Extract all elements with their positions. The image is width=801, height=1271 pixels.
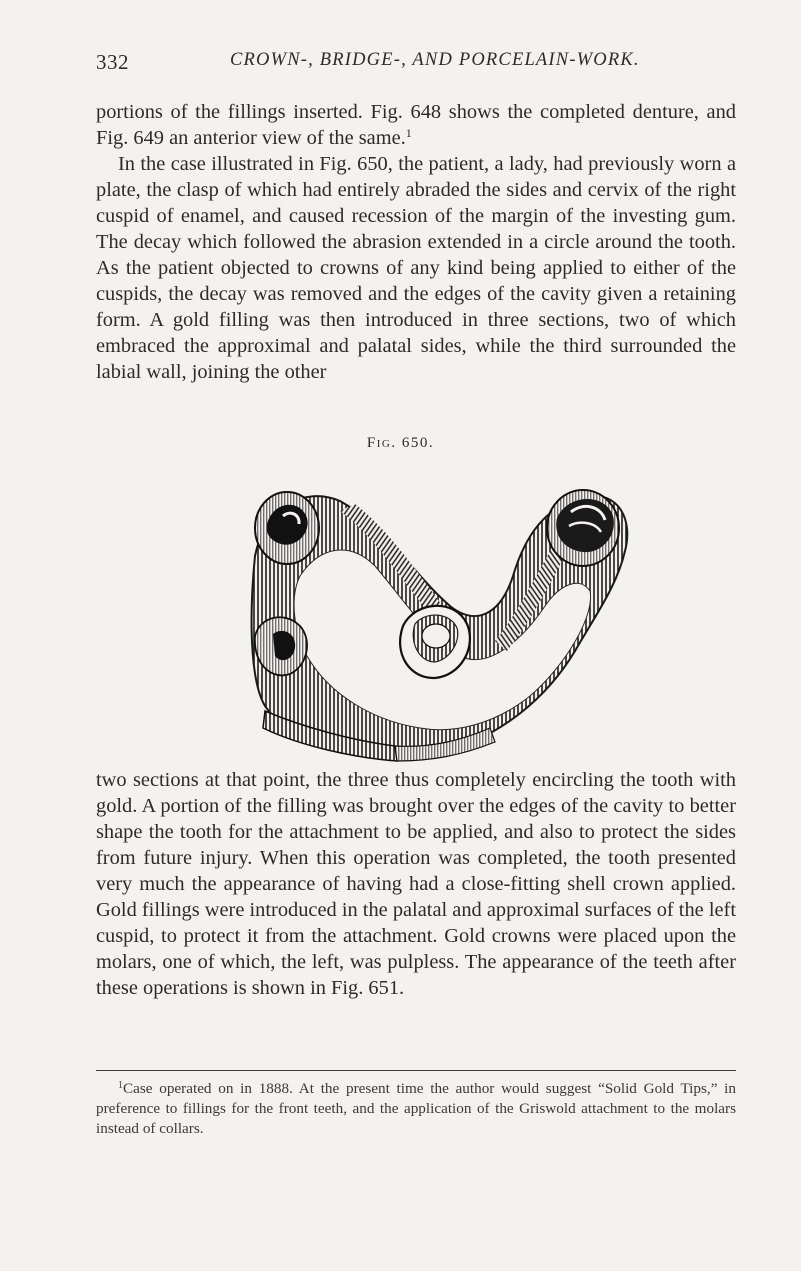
footnote: [96, 1079, 736, 1139]
figure-650-illustration: [245, 466, 635, 762]
paragraph-continued-after-figure: two sections at that point, the three thus completely encircling the tooth with gold. A portion of the filling was brought over the edges of the cavity to better shape the tooth for the attachment to be applied, and also to protect the sides from future injury. When this operation was completed, the tooth presented very much the appearance of having had a close-fitting shell crown applied. Gold fillings were introduced in the palatal and approximal surfaces of the left cuspid, to protect it from the attachment. Gold crowns were placed upon the molars, one of which, the left, was pulpless. The appearance of the teeth after these operations is shown in Fig. 651.: [96, 769, 736, 999]
page-number: 332: [96, 50, 129, 74]
footnote-text: Case operated on in 1888. At the present time the author would suggest “Solid Gold Tips,” in preference to fillings for the front teeth, and the application of the Griswold attachment to the molars instead of collars.: [96, 1080, 736, 1137]
right-cuspid-illustration: [400, 606, 470, 678]
paragraph-fig-650-case: In the case illustrated in Fig. 650, the patient, a lady, had previously worn a plate, the clasp of which had entirely abraded the sides and cervix of the right cuspid of enamel, and caused recession of the margin of the investing gum. The decay which followed the abrasion extended in a circle around the tooth. As the patient objected to crowns of any kind being applied to either of the cuspids, the decay was removed and the edges of the cavity given a retaining form. A gold filling was then introduced in three sections, two of which embraced the approximal and palatal sides, while the third surrounded the labial wall, joining the other: [96, 153, 736, 383]
footnote-marker: 1: [118, 1080, 123, 1091]
left-cuspid-illustration: [255, 617, 307, 675]
body-text-top: [96, 99, 736, 385]
paragraph-text: portions of the fillings inserted. Fig. 648 shows the completed denture, and Fig. 649 an anterior view of the same.: [96, 101, 736, 149]
right-molar-illustration: [547, 490, 619, 566]
body-text-bottom: [96, 767, 736, 1001]
footnote-reference: 1: [405, 126, 412, 140]
paragraph-continued: [96, 99, 736, 151]
footnote-divider: [96, 1070, 736, 1071]
running-head-title: CROWN-, BRIDGE-, AND PORCELAIN-WORK.: [230, 50, 640, 70]
figure-caption: Fig. 650.: [366, 435, 435, 451]
left-molar-illustration: [255, 492, 319, 564]
running-head: [96, 50, 736, 76]
